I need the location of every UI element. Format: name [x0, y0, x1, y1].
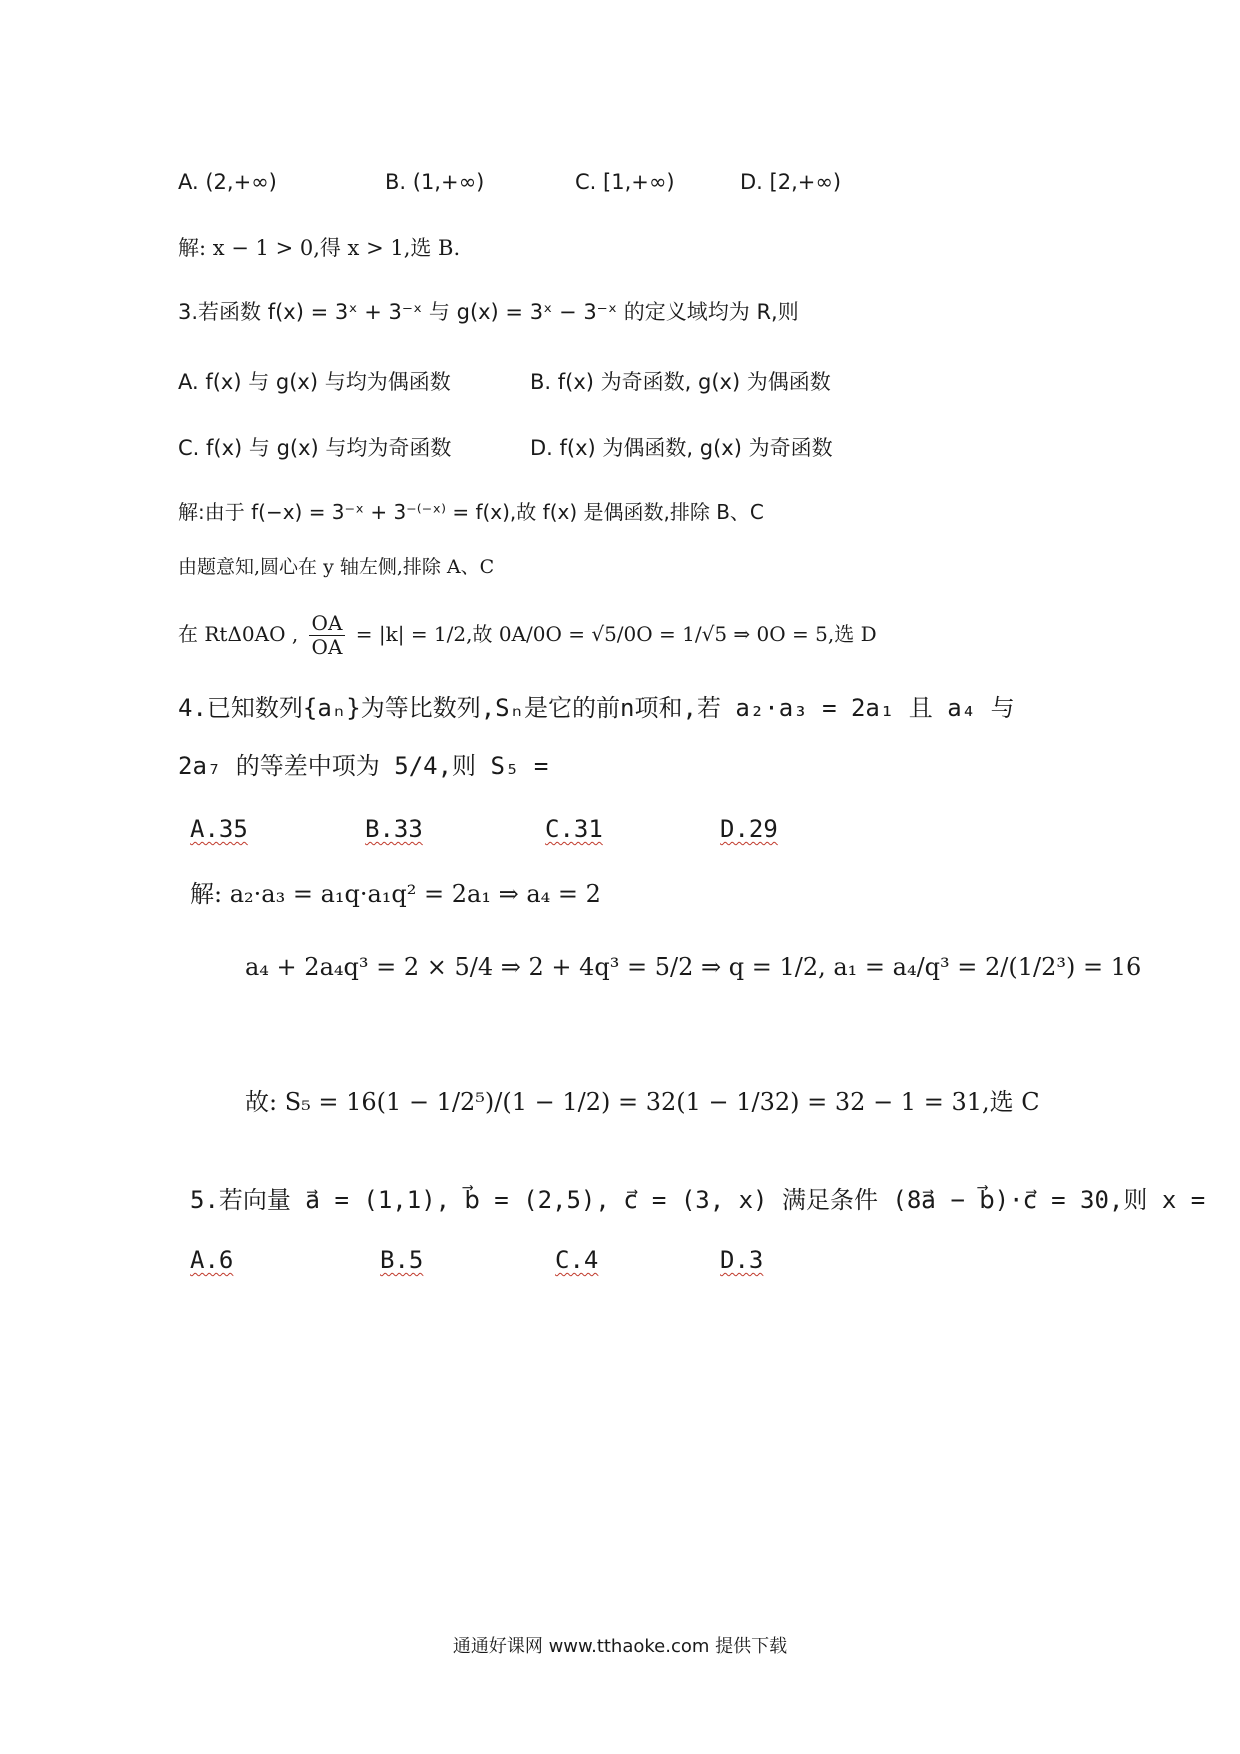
q4-stem-line-1: 4.已知数列{aₙ}为等比数列,Sₙ是它的前n项和,若 a₂·a₃ = 2a₁ 且 a₄ 与 [178, 694, 1015, 722]
q3-option-a: A. f(x) 与 g(x) 与均为偶函数 [178, 370, 451, 394]
page-footer: 通通好课网 www.tthaoke.com 提供下载 [452, 1636, 788, 1657]
q3-solution: 解:由于 f(−x) = 3⁻ˣ + 3⁻⁽⁻ˣ⁾ = f(x),故 f(x) 是偶函数,排除 B、C [178, 500, 764, 524]
q2-option-b: B. (1,+∞) [385, 170, 485, 194]
q5-stem: 5.若向量 a⃗ = (1,1), b⃗ = (2,5), c⃗ = (3, x) 满足条件 (8a⃗ − b⃗)·c⃗ = 30,则 x = [190, 1186, 1206, 1214]
q5-option-d: D.3 [720, 1246, 764, 1274]
q4-stem-line-2: 2a₇ 的等差中项为 5/4,则 S₅ = [178, 752, 549, 780]
q4-solution-line-2: a₄ + 2a₄q³ = 2 × 5/4 ⇒ 2 + 4q³ = 5/2 ⇒ q = 1/2, a₁ = a₄/q³ = 2/(1/2³) = 16 [245, 953, 1142, 981]
q4-option-c: C.31 [545, 815, 603, 843]
q4-solution-line-1: 解: a₂·a₃ = a₁q·a₁q² = 2a₁ ⇒ a₄ = 2 [190, 880, 601, 908]
q2-solution: 解: x − 1 > 0,得 x > 1,选 B. [178, 236, 461, 260]
q3-note-2-rest: = |k| = 1/2,故 0A/0O = √5/0O = 1/√5 ⇒ 0O = 5,选 D [355, 622, 877, 646]
q3-option-b: B. f(x) 为奇函数, g(x) 为偶函数 [530, 370, 831, 394]
oa-over-oa-fraction: $\frac{OA}{OA}$ [309, 612, 346, 659]
q5-option-b: B.5 [380, 1246, 424, 1274]
q3-option-d: D. f(x) 为偶函数, g(x) 为奇函数 [530, 436, 833, 460]
q5-option-c: C.4 [555, 1246, 599, 1274]
q2-option-d: D. [2,+∞) [740, 170, 842, 194]
q3-option-c: C. f(x) 与 g(x) 与均为奇函数 [178, 436, 452, 460]
q5-option-a: A.6 [190, 1246, 234, 1274]
q3-note-2 [178, 612, 877, 659]
q4-option-a: A.35 [190, 815, 248, 843]
q4-option-b: B.33 [365, 815, 423, 843]
q3-note-1: 由题意知,圆心在 y 轴左侧,排除 A、C [178, 556, 495, 578]
q4-solution-line-3: 故: S₅ = 16(1 − 1/2⁵)/(1 − 1/2) = 32(1 − 1/32) = 32 − 1 = 31,选 C [245, 1088, 1040, 1116]
q2-option-a: A. (2,+∞) [178, 170, 277, 194]
q2-option-c: C. [1,+∞) [575, 170, 675, 194]
q4-option-d: D.29 [720, 815, 778, 843]
q3-stem: 3.若函数 f(x) = 3ˣ + 3⁻ˣ 与 g(x) = 3ˣ − 3⁻ˣ 的定义域均为 R,则 [178, 300, 799, 324]
q3-note-2-prefix: 在 RtΔ0AO , [178, 622, 299, 646]
